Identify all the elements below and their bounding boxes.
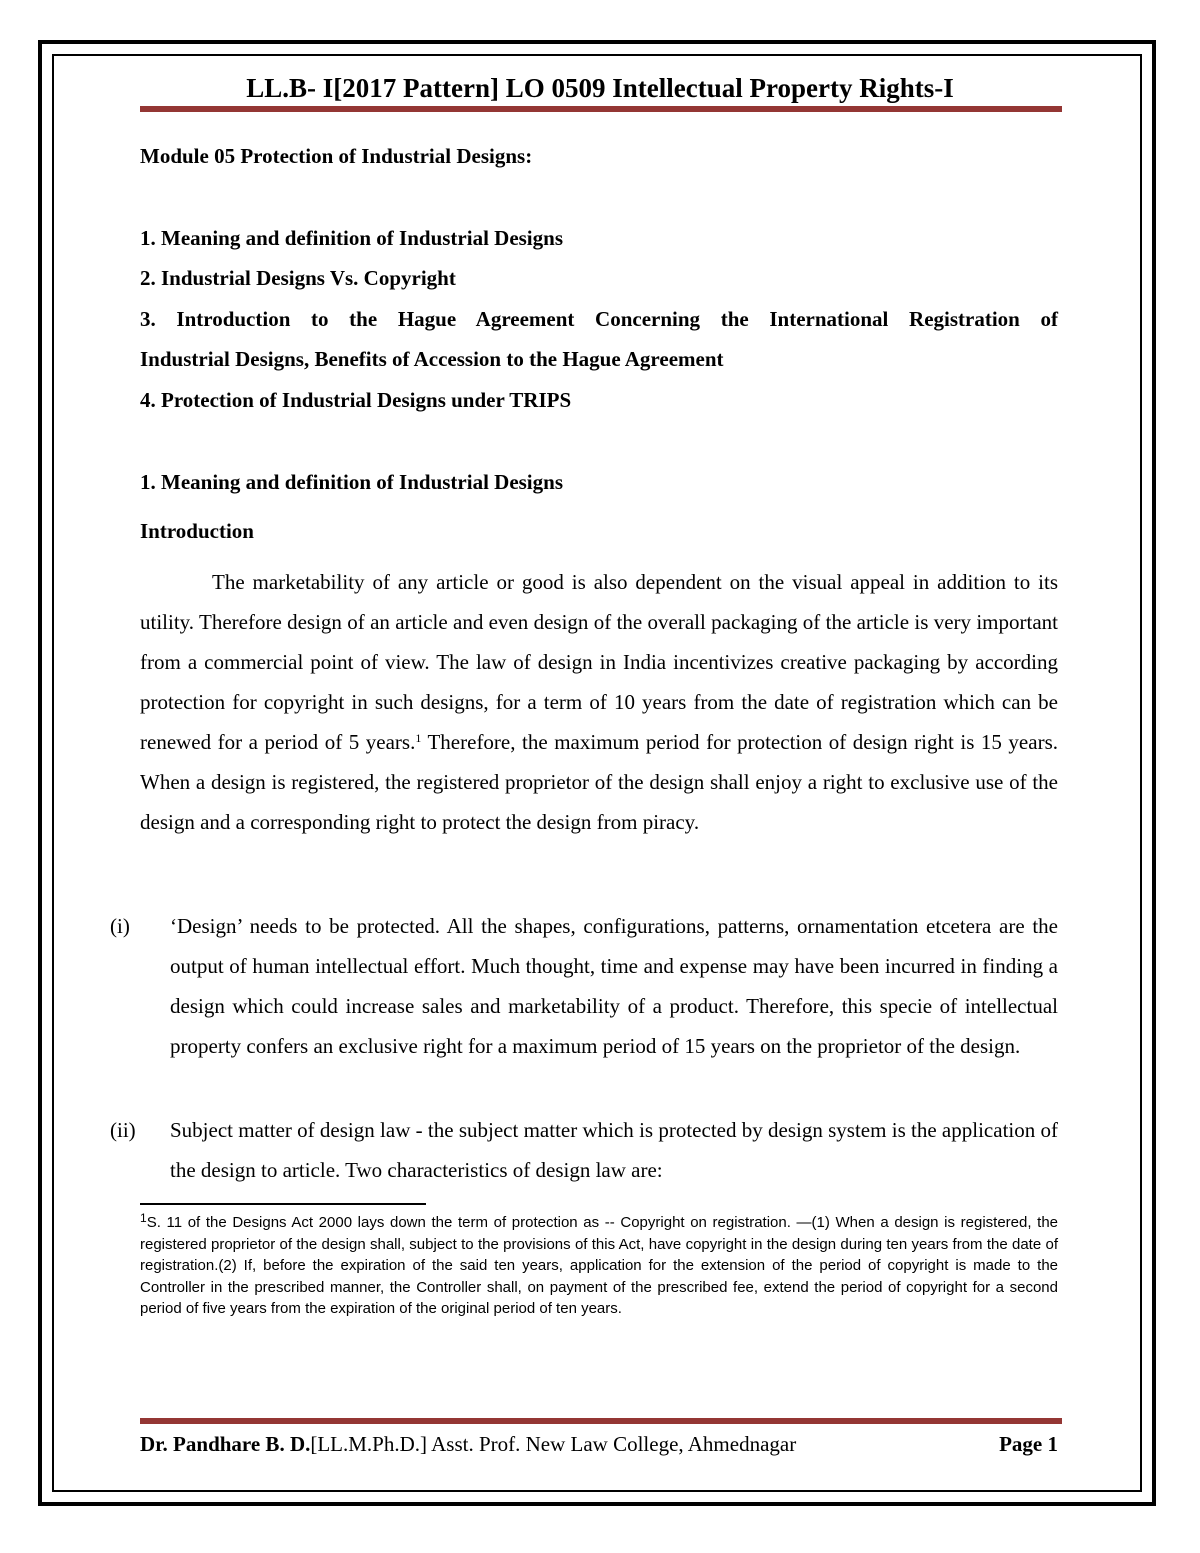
- section-subheading: Introduction: [140, 519, 254, 543]
- topic-item: 2. Industrial Designs Vs. Copyright: [140, 266, 456, 290]
- footnote-text: S. 11 of the Designs Act 2000 lays down the term of protection as -- Copyright on registration. —(1) When a design is registered, the registered proprietor of the design shall, subject to the provisions of this Act, have copyright in the design during ten years from the date of registration.(2) If, before the expiration of the said ten years, application for the extension of the period of copyright is made to the Controller in the prescribed manner, the Controller shall, on payment of the prescribed fee, extend the period of copyright for a second period of five years from the expiration of the original period of ten years.: [140, 1214, 1058, 1317]
- list-item-number: (ii): [110, 1118, 136, 1142]
- page-number: Page 1: [999, 1432, 1058, 1456]
- section-heading: 1. Meaning and definition of Industrial Designs: [140, 470, 563, 494]
- footnote-reference: 1: [415, 731, 422, 745]
- intro-paragraph: [140, 562, 1058, 842]
- module-heading: Module 05 Protection of Industrial Designs:: [140, 144, 533, 168]
- list-item-number: (i): [110, 914, 130, 938]
- list-item-text: ‘Design’ needs to be protected. All the shapes, configurations, patterns, ornamentation etcetera are the output of human intellectual effort. Much thought, time and expense may have been incurred in finding a design which could increase sales and marketability of a product. Therefore, this specie of intellectual property confers an exclusive right for a maximum period of 15 years on the proprietor of the design.: [170, 914, 1058, 1058]
- header-rule: [140, 106, 1062, 112]
- footer-author: [140, 1432, 796, 1457]
- footnote-separator: [140, 1203, 426, 1205]
- topic-item: Industrial Designs, Benefits of Accession to the Hague Agreement: [140, 347, 724, 371]
- intro-text-part2: Therefore, the maximum period for protection of design right is 15 years. When a design is registered, the registered proprietor of the design shall enjoy a right to exclusive use of the design and a corresponding right to protect the design from piracy.: [140, 730, 1058, 834]
- list-item: [110, 1110, 1058, 1190]
- topic-item: 3. Introduction to the Hague Agreement Concerning the International Registration of: [140, 307, 1058, 331]
- footnote: [140, 1212, 1058, 1320]
- list-item-text: Subject matter of design law - the subject matter which is protected by design system is the application of the design to article. Two characteristics of design law are:: [170, 1118, 1058, 1182]
- list-item: [110, 906, 1058, 1066]
- header-title: LL.B- I[2017 Pattern] LO 0509 Intellectual Property Rights-I: [246, 73, 954, 103]
- topic-item: 1. Meaning and definition of Industrial Designs: [140, 226, 563, 250]
- topic-item: 4. Protection of Industrial Designs under TRIPS: [140, 388, 572, 412]
- footer-rule: [140, 1418, 1062, 1424]
- footer-author-details: [LL.M.Ph.D.] Asst. Prof. New Law College, Ahmednagar: [310, 1432, 797, 1456]
- intro-text-part1: The marketability of any article or good is also dependent on the visual appeal in addition to its utility. Therefore design of an article and even design of the overall packaging of the article is very important from a commercial point of view. The law of design in India incentivizes creative packaging by according protection for copyright in such designs, for a term of 10 years from the date of registration which can be renewed for a period of 5 years.: [140, 570, 1058, 754]
- footer-author-name: Dr. Pandhare B. D.: [140, 1432, 311, 1456]
- footnote-number: 1: [140, 1211, 147, 1225]
